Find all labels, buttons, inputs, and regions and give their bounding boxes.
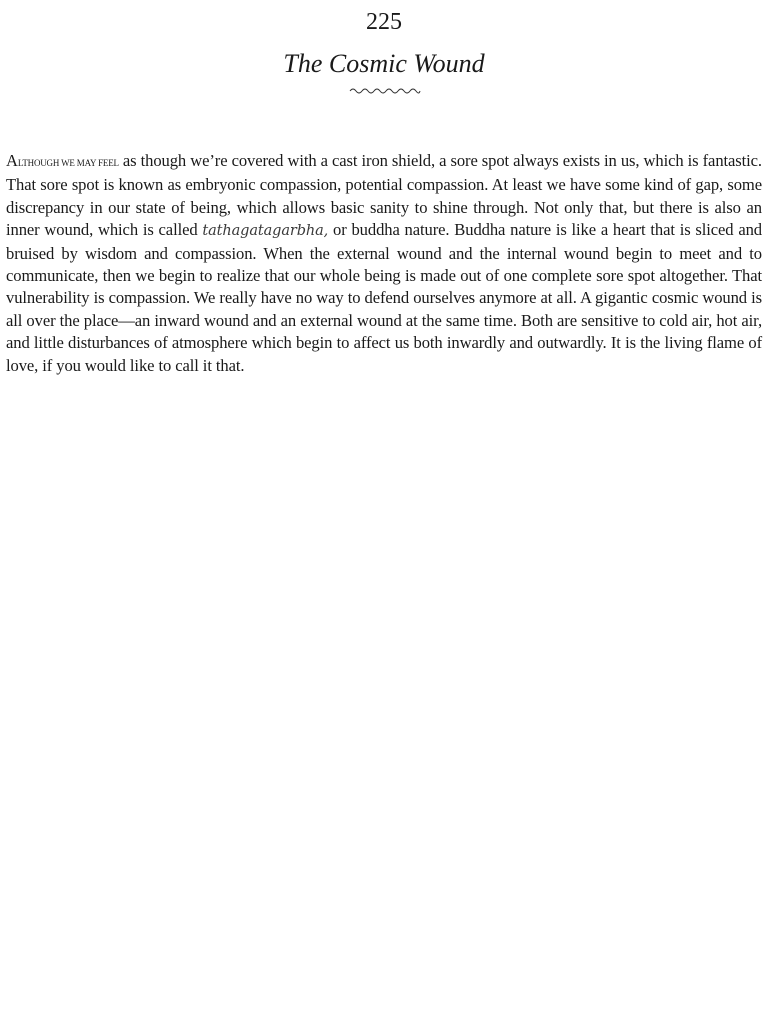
chapter-title: The Cosmic Wound bbox=[283, 49, 485, 78]
paragraph-text-part-2: or buddha nature. Buddha nature is like a heart that is sliced and bruised by wisdom and compassion. When the external wound and the internal wound begin to meet and to communicate, then we begin to realize that our whole being is made out of one complete sore spot altogether. That vulnerability is compassion. We really have no way to defend ourselves anymore at all. A gigantic cosmic wound is all over the place—an inward wound and an external wound at the same time. Both are sensitive to cold air, hot air, and little disturbances of atmosphere which begin to affect us both inwardly and outwardly. It is the living flame of love, if you would like to call it that. bbox=[6, 220, 762, 375]
wavy-divider-ornament bbox=[349, 86, 421, 96]
lead-in-small-caps bbox=[6, 151, 119, 170]
chapter-paragraph bbox=[6, 150, 762, 377]
lead-rest: LTHOUGH WE MAY FEEL bbox=[17, 158, 119, 168]
lead-initial: A bbox=[6, 151, 18, 170]
paragraph-text-part-1: as though we’re covered with a cast iron shield, a sore spot always exists in us, which is fantastic. That sore spot is known as embryonic compassion, potential compassion. At least we have some kind of gap, some discrepancy in our state of being, which allows basic sanity to shine through. Not only that, but there is also an inner wound, which is called bbox=[6, 151, 762, 240]
sanskrit-term: tathagatagarbha, bbox=[202, 223, 329, 240]
page-number: 225 bbox=[366, 9, 402, 35]
